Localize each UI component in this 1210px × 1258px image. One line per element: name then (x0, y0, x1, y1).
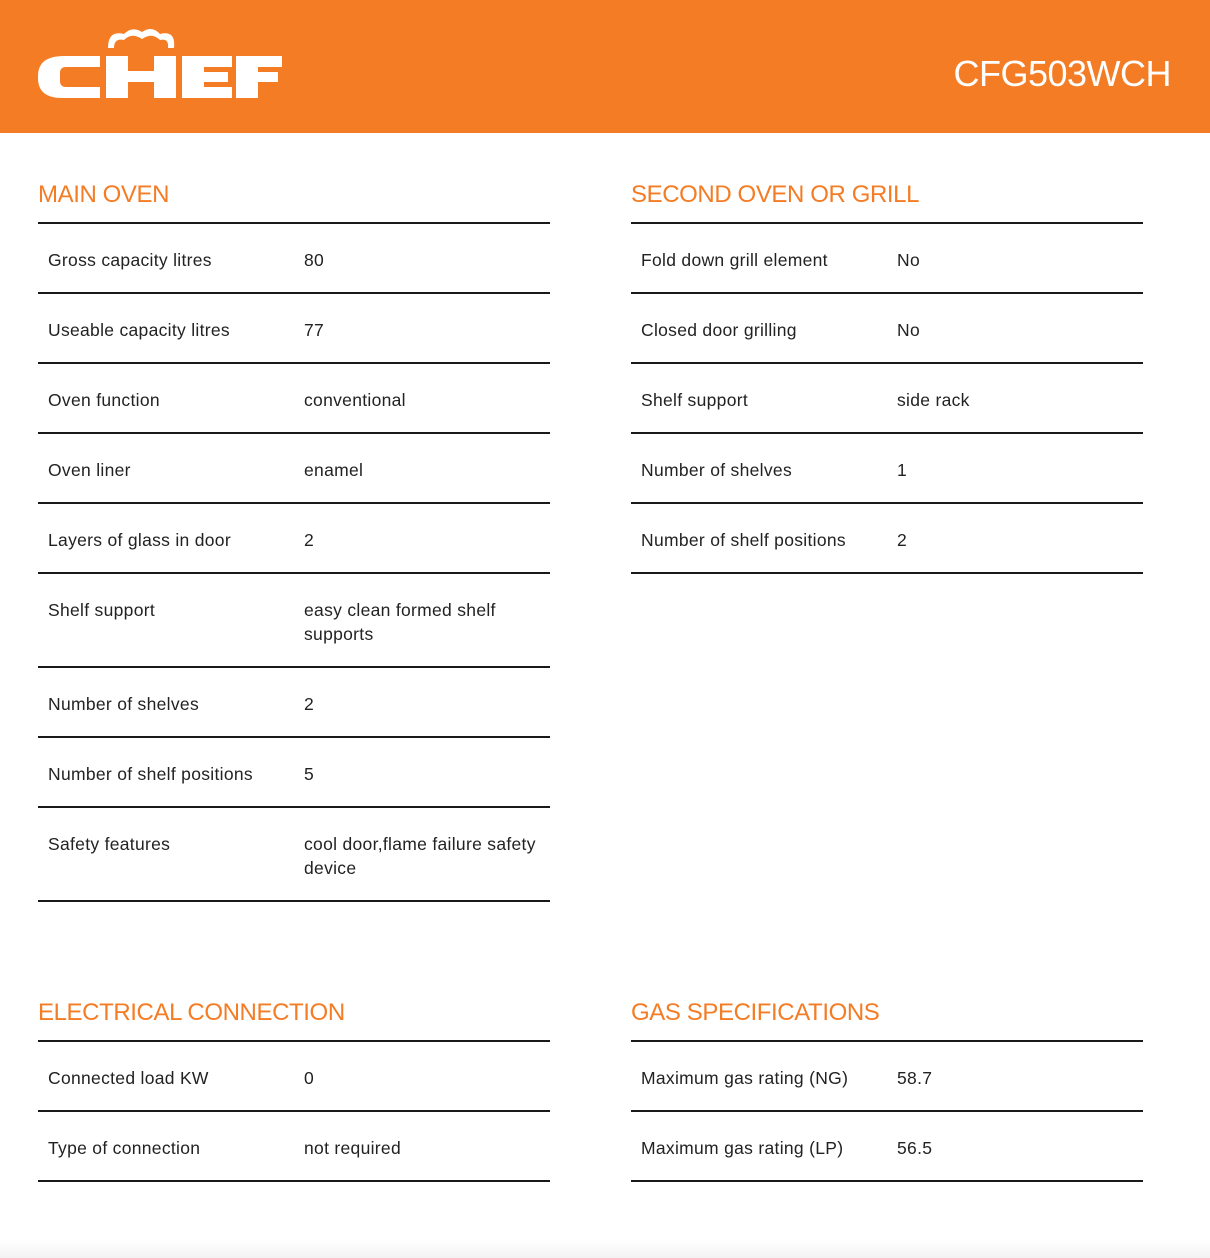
spec-value: 2 (897, 530, 908, 550)
spec-row (631, 1042, 1143, 1112)
spec-value: easy clean formed shelf supports (304, 600, 496, 644)
spec-value: 1 (897, 460, 908, 480)
spec-value: 58.7 (897, 1068, 933, 1088)
spec-row (38, 738, 550, 808)
spec-label: Closed door grilling (641, 320, 797, 340)
section-title: MAIN OVEN (38, 181, 170, 208)
spec-label: Oven function (48, 390, 160, 410)
spec-label: Safety features (48, 834, 171, 854)
spec-table (38, 222, 550, 902)
spec-value: enamel (304, 460, 364, 480)
spec-value: 2 (304, 694, 315, 714)
main-oven-section (38, 181, 550, 902)
electrical-connection-section (38, 999, 550, 1182)
spec-row (631, 224, 1143, 294)
spec-row (38, 224, 550, 294)
spec-label: Type of connection (48, 1138, 201, 1158)
spec-row (38, 434, 550, 504)
spec-row (631, 504, 1143, 574)
spec-row (38, 1112, 550, 1182)
spec-value: cool door,flame failure safety device (304, 834, 536, 878)
spec-label: Number of shelf positions (48, 764, 253, 784)
spec-row (38, 808, 550, 902)
spec-value: 2 (304, 530, 315, 550)
model-number: CFG503WCH (953, 53, 1171, 94)
spec-label: Maximum gas rating (NG) (641, 1068, 849, 1088)
spec-value: not required (304, 1138, 401, 1158)
spec-value: 77 (304, 320, 325, 340)
second-oven-section (631, 181, 1143, 574)
spec-table (38, 1040, 550, 1182)
spec-label: Connected load KW (48, 1068, 209, 1088)
spec-row (38, 504, 550, 574)
header-bar (0, 0, 1210, 133)
spec-row (631, 364, 1143, 434)
spec-row (38, 364, 550, 434)
spec-label: Fold down grill element (641, 250, 828, 270)
spec-row (38, 294, 550, 364)
spec-label: Gross capacity litres (48, 250, 212, 270)
gas-specifications-section (631, 999, 1143, 1182)
spec-row (631, 294, 1143, 364)
spec-label: Oven liner (48, 460, 131, 480)
spec-label: Shelf support (641, 390, 749, 410)
spec-value: side rack (897, 390, 970, 410)
section-title: GAS SPECIFICATIONS (631, 999, 880, 1026)
spec-row (631, 1112, 1143, 1182)
spec-row (38, 668, 550, 738)
spec-table (631, 222, 1143, 574)
spec-label: Number of shelves (641, 460, 792, 480)
spec-label: Maximum gas rating (LP) (641, 1138, 844, 1158)
spec-value: 5 (304, 764, 315, 784)
spec-row (38, 574, 550, 668)
spec-value: 0 (304, 1068, 315, 1088)
spec-value: No (897, 250, 920, 270)
spec-row (38, 1042, 550, 1112)
footer-shade (0, 1240, 1210, 1258)
spec-value: 80 (304, 250, 325, 270)
spec-table (631, 1040, 1143, 1182)
spec-value: conventional (304, 390, 406, 410)
spec-label: Useable capacity litres (48, 320, 230, 340)
spec-label: Shelf support (48, 600, 156, 620)
spec-value: No (897, 320, 920, 340)
spec-label: Layers of glass in door (48, 530, 231, 550)
spec-label: Number of shelf positions (641, 530, 846, 550)
section-title: SECOND OVEN OR GRILL (631, 181, 920, 208)
section-title: ELECTRICAL CONNECTION (38, 999, 345, 1026)
chef-logo (38, 26, 282, 98)
spec-row (631, 434, 1143, 504)
spec-label: Number of shelves (48, 694, 199, 714)
spec-value: 56.5 (897, 1138, 933, 1158)
